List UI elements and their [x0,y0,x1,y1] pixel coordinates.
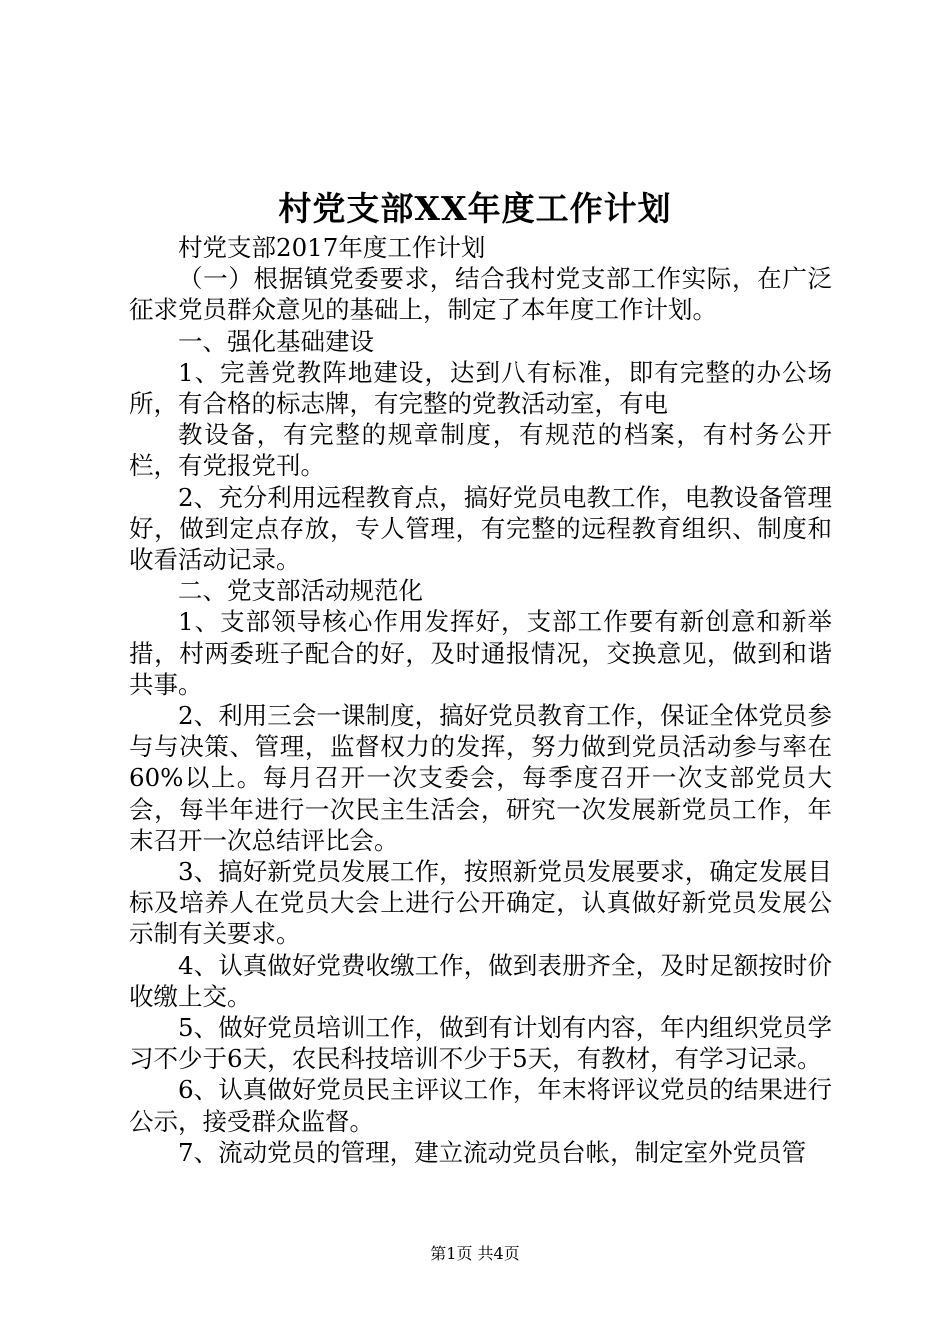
paragraph-2-4: 4、认真做好党费收缴工作，做到表册齐全，及时足额按时价收缴上交。 [129,950,832,1011]
paragraph-subtitle: 村党支部2017年度工作计划 [178,233,486,262]
page-footer: 第1页 共4页 [430,1244,520,1263]
paragraph-2-7: 7、流动党员的管理，建立流动党员台帐，制定室外党员管 [178,1137,807,1167]
section-heading-2: 二、党支部活动规范化 [178,576,423,606]
paragraph-2-1: 1、支部领导核心作用发挥好，支部工作要有新创意和新举措，村两委班子配合的好，及时通报情况，交换意见，做到和谐共事。 [129,607,832,699]
paragraph-2-3: 3、搞好新党员发展工作，按照新党员发展要求，确定发展目标及培养人在党员大会上进行公开确定，认真做好新党员发展公示制有关要求。 [129,857,832,949]
paragraph-2-2: 2、利用三会一课制度，搞好党员教育工作，保证全体党员参与与决策、管理，监督权力的发挥，努力做到党员活动参与率在60%以上。每月召开一次支委会，每季度召开一次支部党员大会，每半年进行一次民主生活会，研究一次发展新党员工作，年末召开一次总结评比会。 [129,701,832,855]
section-heading-1: 一、强化基础建设 [178,326,374,356]
document-body [129,232,832,1168]
paragraph-2-6: 6、认真做好党员民主评议工作，年末将评议党员的结果进行公示，接受群众监督。 [129,1075,832,1136]
paragraph-1-1: 1、完善党教阵地建设，达到八有标准，即有完整的办公场所，有合格的标志牌，有完整的党教活动室，有电 [129,357,832,419]
paragraph-1-1-cont: 教设备，有完整的规章制度，有规范的档案，有村务公开栏，有党报党刊。 [129,420,832,481]
paragraph-intro: （一）根据镇党委要求，结合我村党支部工作实际，在广泛征求党员群众意见的基础上，制定了本年度工作计划。 [129,264,832,325]
document-title: 村党支部XX年度工作计划 [278,189,672,228]
paragraph-1-2: 2、充分利用远程教育点，搞好党员电教工作，电教设备管理好，做到定点存放，专人管理，有完整的远程教育组织、制度和收看活动记录。 [129,482,832,575]
paragraph-2-5: 5、做好党员培训工作，做到有计划有内容，年内组织党员学习不少于6天，农民科技培训不少于5天，有教材，有学习记录。 [129,1013,832,1074]
